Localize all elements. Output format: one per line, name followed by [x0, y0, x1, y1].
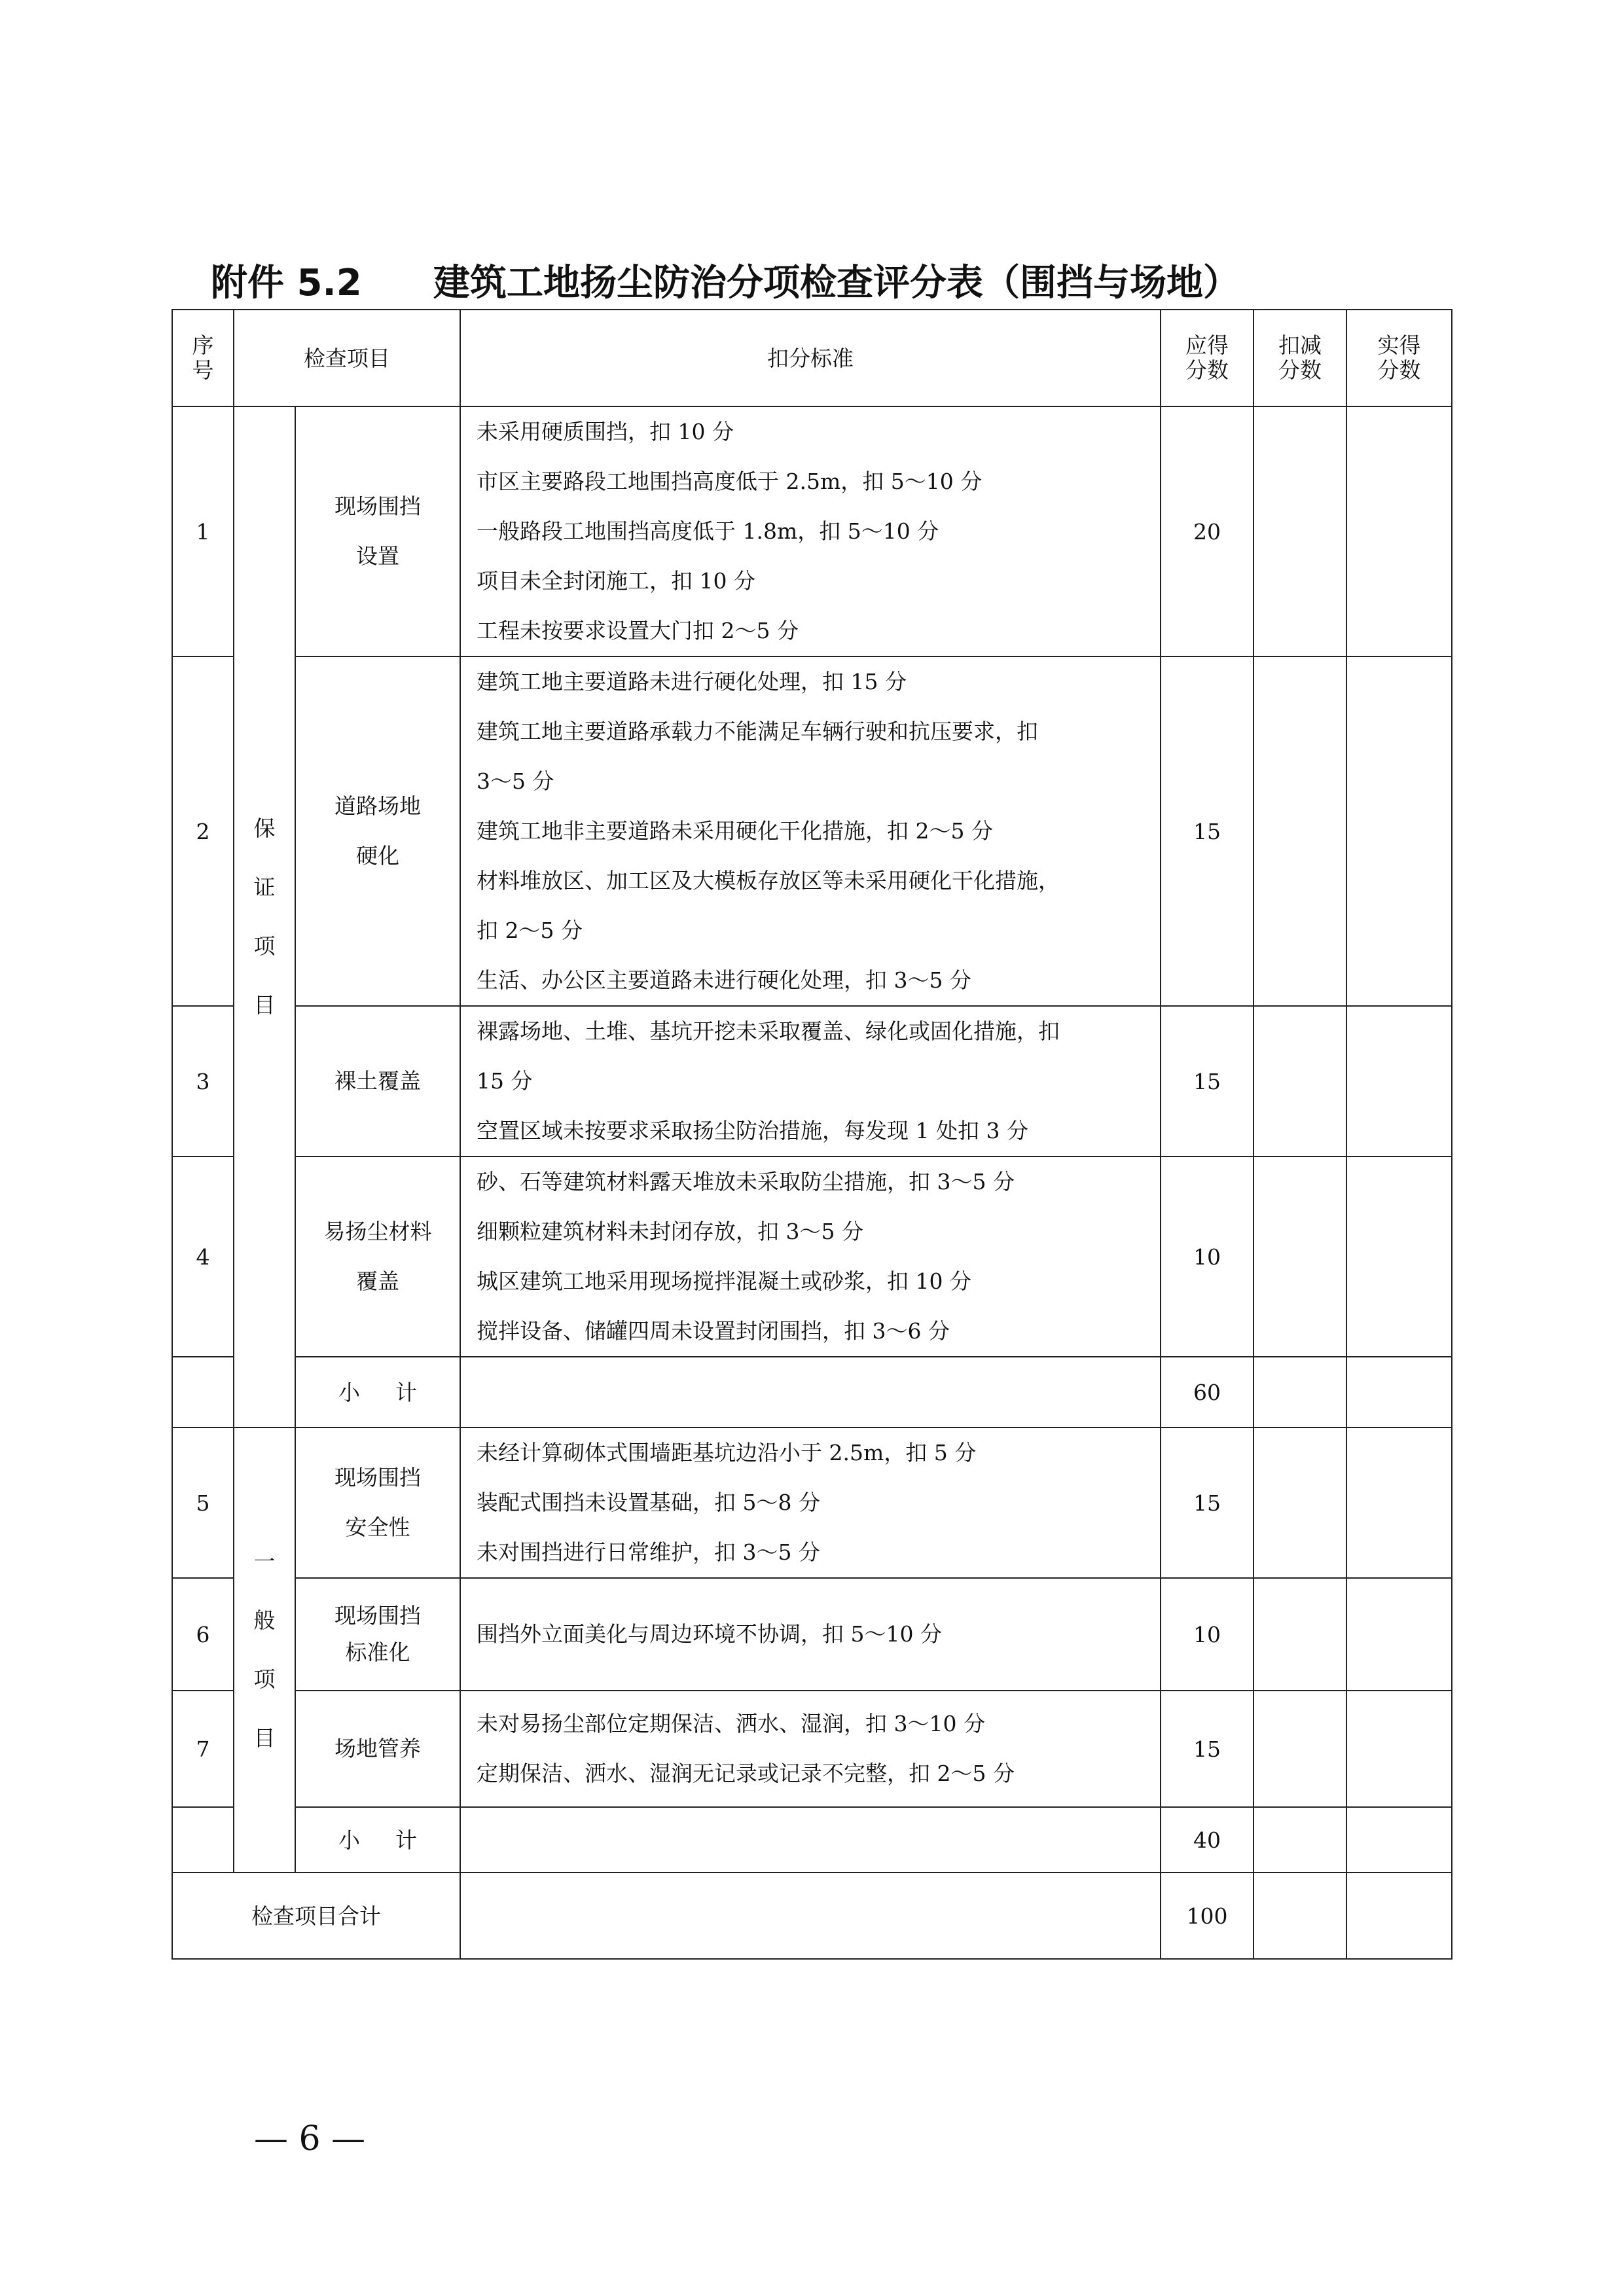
subtotal-criteria-empty	[460, 1807, 1161, 1873]
table-row	[172, 1691, 1452, 1807]
subtotal-row	[172, 1357, 1452, 1427]
row-full-score: 10	[1161, 1157, 1254, 1357]
row-criteria: 未经计算砌体式围墙距基坑边沿小于 2.5m，扣 5 分 装配式围挡未设置基础，扣 5～8 分 未对围挡进行日常维护，扣 3～5 分	[460, 1427, 1161, 1578]
row-actual-score-cell[interactable]	[1346, 656, 1452, 1006]
row-full-score: 15	[1161, 1006, 1254, 1157]
group-general: 一 般 项 目	[234, 1427, 295, 1873]
row-deducted-score-cell[interactable]	[1254, 1578, 1346, 1691]
page-number: — 6 —	[254, 2119, 366, 2159]
row-actual-score-cell[interactable]	[1346, 1691, 1452, 1807]
row-criteria: 裸露场地、土堆、基坑开挖未采取覆盖、绿化或固化措施，扣 15 分 空置区域未按要求采取扬尘防治措施，每发现 1 处扣 3 分	[460, 1006, 1161, 1157]
header-seq: 序 号	[172, 310, 234, 406]
inspection-score-table	[171, 309, 1453, 1960]
row-criteria: 砂、石等建筑材料露天堆放未采取防尘措施，扣 3～5 分 细颗粒建筑材料未封闭存放，扣 3～5 分 城区建筑工地采用现场搅拌混凝土或砂浆，扣 10 分 搅拌设备、储罐四周未设置封闭围挡，扣 3～6 分	[460, 1157, 1161, 1357]
subtotal-score: 40	[1161, 1807, 1254, 1873]
subtotal-deducted-cell[interactable]	[1254, 1357, 1346, 1427]
row-criteria: 未采用硬质围挡，扣 10 分 市区主要路段工地围挡高度低于 2.5m，扣 5～10 分 一般路段工地围挡高度低于 1.8m，扣 5～10 分 项目未全封闭施工，扣 10 分 工程未按要求设置大门扣 2～5 分	[460, 406, 1161, 656]
row-deducted-score-cell[interactable]	[1254, 1006, 1346, 1157]
table-row	[172, 1578, 1452, 1691]
row-item: 现场围挡 标准化	[295, 1578, 460, 1691]
row-full-score: 20	[1161, 406, 1254, 656]
subtotal-deducted-cell[interactable]	[1254, 1807, 1346, 1873]
total-row	[172, 1873, 1452, 1959]
row-criteria: 围挡外立面美化与周边环境不协调，扣 5～10 分	[460, 1578, 1161, 1691]
title-prefix: 附件 5.2	[211, 262, 362, 304]
row-item: 裸土覆盖	[295, 1006, 460, 1157]
subtotal-seq-empty	[172, 1807, 234, 1873]
row-actual-score-cell[interactable]	[1346, 406, 1452, 656]
group-guarantee: 保 证 项 目	[234, 406, 295, 1427]
subtotal-label: 小 计	[295, 1807, 460, 1873]
row-seq: 4	[172, 1157, 234, 1357]
subtotal-row	[172, 1807, 1452, 1873]
table-row	[172, 1427, 1452, 1578]
row-item: 易扬尘材料 覆盖	[295, 1157, 460, 1357]
subtotal-score: 60	[1161, 1357, 1254, 1427]
row-actual-score-cell[interactable]	[1346, 1006, 1452, 1157]
row-full-score: 15	[1161, 1691, 1254, 1807]
row-deducted-score-cell[interactable]	[1254, 1427, 1346, 1578]
row-full-score: 15	[1161, 656, 1254, 1006]
row-seq: 2	[172, 656, 234, 1006]
table-row	[172, 656, 1452, 1006]
row-seq: 1	[172, 406, 234, 656]
document-title	[211, 254, 1454, 304]
row-criteria: 未对易扬尘部位定期保洁、洒水、湿润，扣 3～10 分 定期保洁、洒水、湿润无记录或记录不完整，扣 2～5 分	[460, 1691, 1161, 1807]
header-standard: 扣分标准	[460, 310, 1161, 406]
row-full-score: 10	[1161, 1578, 1254, 1691]
row-deducted-score-cell[interactable]	[1254, 406, 1346, 656]
row-item: 道路场地 硬化	[295, 656, 460, 1006]
row-seq: 5	[172, 1427, 234, 1578]
header-row	[172, 310, 1452, 406]
row-deducted-score-cell[interactable]	[1254, 1157, 1346, 1357]
total-score: 100	[1161, 1873, 1254, 1959]
subtotal-criteria-empty	[460, 1357, 1161, 1427]
total-label: 检查项目合计	[172, 1873, 460, 1959]
table-row	[172, 406, 1452, 656]
total-criteria-empty	[460, 1873, 1161, 1959]
row-deducted-score-cell[interactable]	[1254, 1691, 1346, 1807]
subtotal-seq-empty	[172, 1357, 234, 1427]
row-seq: 6	[172, 1578, 234, 1691]
header-item: 检查项目	[234, 310, 460, 406]
subtotal-actual-cell[interactable]	[1346, 1807, 1452, 1873]
row-item: 现场围挡 安全性	[295, 1427, 460, 1578]
total-deducted-cell[interactable]	[1254, 1873, 1346, 1959]
row-criteria: 建筑工地主要道路未进行硬化处理，扣 15 分 建筑工地主要道路承载力不能满足车辆行驶和抗压要求，扣 3～5 分 建筑工地非主要道路未采用硬化干化措施，扣 2～5 分 材料堆放区、加工区及大模板存放区等未采用硬化干化措施， 扣 2～5 分 生活、办公区主要道路未进行硬化处理，扣 3～5 分	[460, 656, 1161, 1006]
title-main: 建筑工地扬尘防治分项检查评分表（围挡与场地）	[433, 262, 1240, 304]
row-actual-score-cell[interactable]	[1346, 1427, 1452, 1578]
row-item: 场地管养	[295, 1691, 460, 1807]
subtotal-actual-cell[interactable]	[1346, 1357, 1452, 1427]
row-actual-score-cell[interactable]	[1346, 1157, 1452, 1357]
row-full-score: 15	[1161, 1427, 1254, 1578]
row-actual-score-cell[interactable]	[1346, 1578, 1452, 1691]
subtotal-label: 小 计	[295, 1357, 460, 1427]
header-deducted-score: 扣减 分数	[1254, 310, 1346, 406]
row-seq: 3	[172, 1006, 234, 1157]
table-row	[172, 1006, 1452, 1157]
header-actual-score: 实得 分数	[1346, 310, 1452, 406]
header-full-score: 应得 分数	[1161, 310, 1254, 406]
row-item: 现场围挡 设置	[295, 406, 460, 656]
row-deducted-score-cell[interactable]	[1254, 656, 1346, 1006]
total-actual-cell[interactable]	[1346, 1873, 1452, 1959]
row-seq: 7	[172, 1691, 234, 1807]
table-row	[172, 1157, 1452, 1357]
